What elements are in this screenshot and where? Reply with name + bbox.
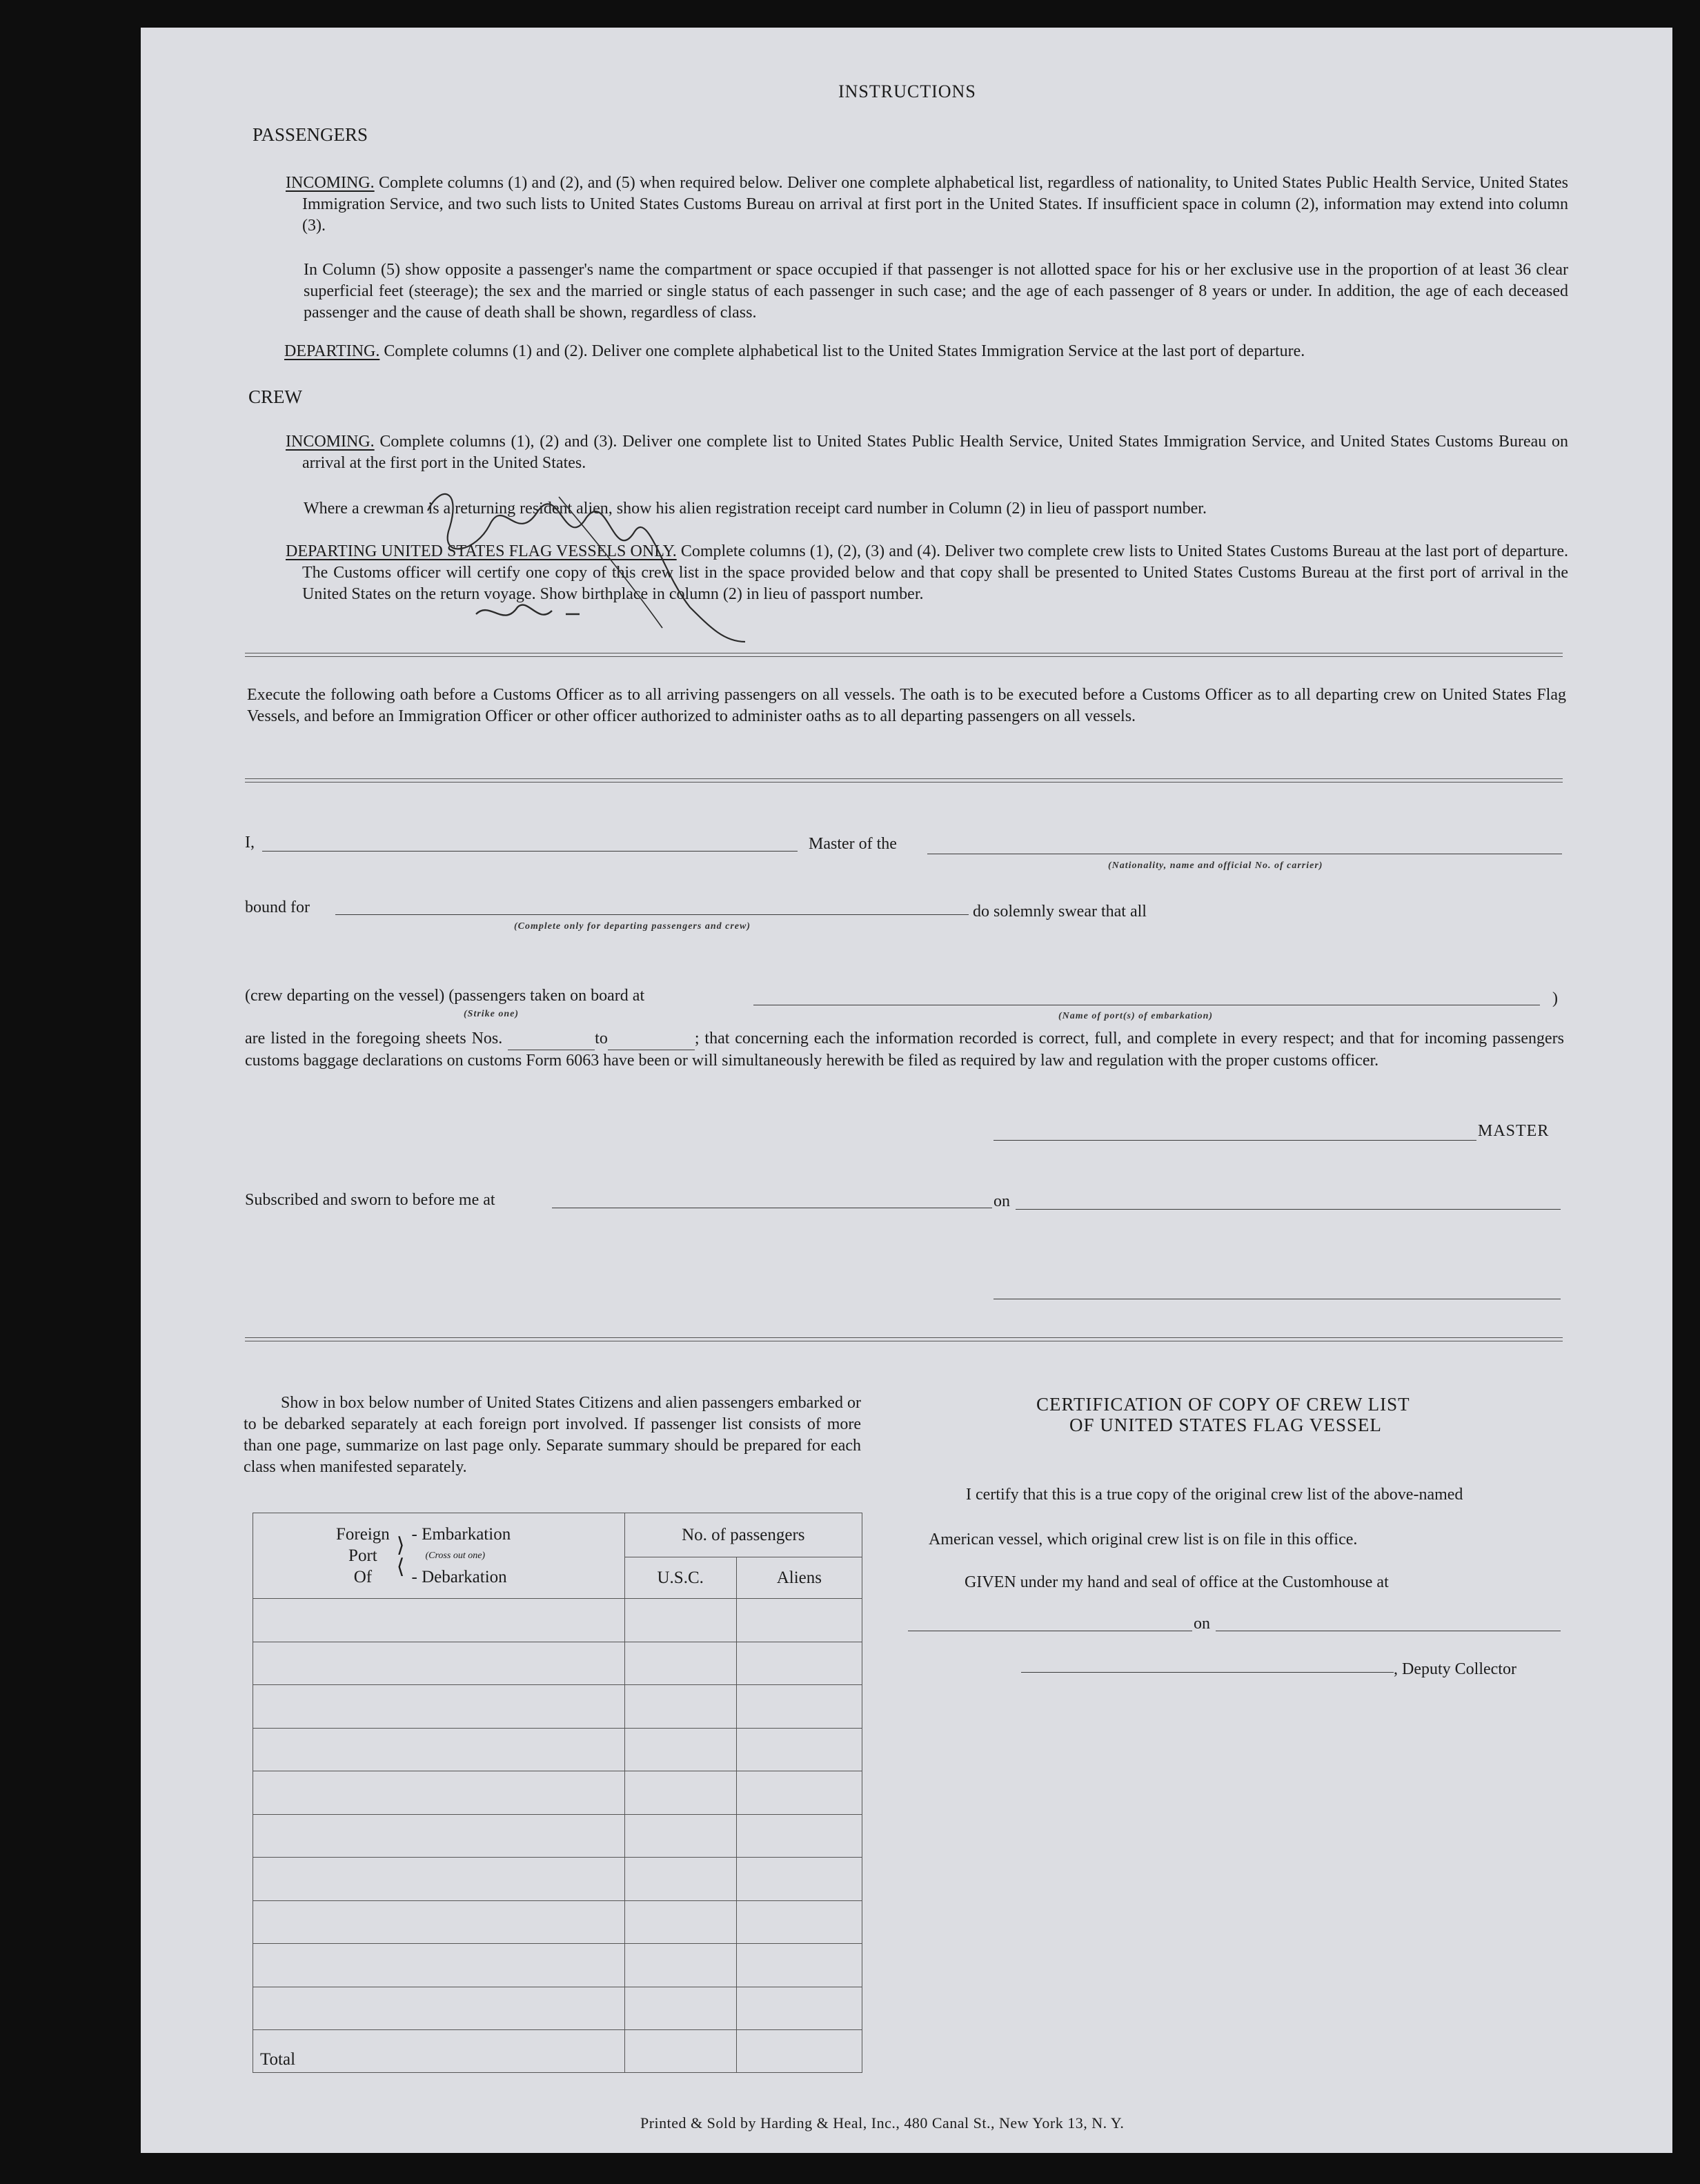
table-row (253, 1987, 862, 2030)
certification-title-line1: CERTIFICATION OF COPY OF CREW LIST (1036, 1394, 1410, 1415)
port-cell[interactable] (253, 1944, 625, 1987)
usc-cell[interactable] (624, 1814, 736, 1858)
foreign-port-header (253, 1513, 625, 1599)
usc-cell[interactable] (624, 1987, 736, 2030)
page-title: INSTRUCTIONS (838, 81, 976, 101)
port-cell[interactable] (253, 1858, 625, 1901)
printer-footer: Printed & Sold by Harding & Heal, Inc., 480 Canal St., New York 13, N. Y. (640, 2114, 1125, 2132)
passengers-departing-paragraph (284, 341, 1568, 362)
crew-passengers-label: (crew departing on the vessel) (passengers taken on board at (245, 987, 645, 1005)
usc-cell[interactable] (624, 1685, 736, 1729)
sworn-date-field[interactable] (1016, 1209, 1561, 1210)
table-row (253, 1900, 862, 1944)
port-cell[interactable] (253, 1987, 625, 2030)
table-row (253, 1642, 862, 1685)
aliens-cell[interactable] (736, 1858, 862, 1901)
debarkation-option[interactable]: - Debarkation (411, 1568, 507, 1586)
strike-caption: (Strike one) (464, 1009, 520, 1019)
total-row (253, 2030, 862, 2073)
total-label: Total (253, 2030, 625, 2073)
master-label: MASTER (1478, 1122, 1550, 1140)
oath-i-label: I, (245, 834, 255, 852)
foreign-label: Foreign (336, 1525, 390, 1544)
certify-line1: I certify that this is a true copy of the original crew list of the above-named (966, 1486, 1463, 1504)
port-cell[interactable] (253, 1771, 625, 1815)
to-label: to (595, 1030, 608, 1047)
aliens-cell[interactable] (736, 1771, 862, 1815)
given-line: GIVEN under my hand and seal of office at the Customhouse at (965, 1573, 1389, 1591)
embarkation-option[interactable]: - Embarkation (411, 1525, 511, 1544)
master-signature-field[interactable] (994, 1140, 1476, 1141)
master-of-the-label: Master of the (809, 835, 897, 853)
port-cell[interactable] (253, 1685, 625, 1729)
crew-departing-label: DEPARTING UNITED STATES FLAG VESSELS ONLY. (286, 542, 677, 560)
passengers-heading: PASSENGERS (253, 124, 368, 145)
section-divider (245, 778, 1563, 783)
aliens-cell[interactable] (736, 1944, 862, 1987)
usc-cell[interactable] (624, 1858, 736, 1901)
crew-heading: CREW (248, 386, 302, 407)
close-paren: ) (1552, 990, 1558, 1007)
usc-cell[interactable] (624, 1771, 736, 1815)
listed-sheets-paragraph (245, 1028, 1564, 1072)
table-row (253, 1814, 862, 1858)
aliens-cell[interactable] (736, 1987, 862, 2030)
sheet-from-field[interactable] (508, 1028, 595, 1050)
port-cell[interactable] (253, 1900, 625, 1944)
passengers-departing-label: DEPARTING. (284, 342, 380, 360)
crew-incoming-label: INCOMING. (286, 433, 375, 451)
oath-intro: Execute the following oath before a Customs Officer as to all arriving passengers on all vessels. The oath is to be executed before a Customs Officer as to all departing crew on United States Flag Vessels, and before an Immigration Officer or other officer authorized to administer oaths as to all departing passengers on all vessels. (247, 686, 1566, 725)
section-divider (245, 1337, 1563, 1341)
deputy-collector-label: , Deputy Collector (1394, 1660, 1516, 1678)
crew-departing-text: Complete columns (1), (2), (3) and (4). Deliver two complete crew lists to United States Customs Bureau at the last port of departure. The Customs officer will certify one copy of this crew list in the space provided below and that copy shall be presented to United States Customs Bureau at the first port of arrival in the United States on the return voyage. Show birthplace in column (2) in lieu of passport number. (302, 542, 1568, 603)
bound-caption: (Complete only for departing passengers and crew) (514, 921, 751, 932)
table-row (253, 1685, 862, 1729)
crew-resident-paragraph: Where a crewman is a returning resident alien, show his alien registration receipt card number in Column (2) in lieu of passport number. (304, 500, 1207, 518)
table-row (253, 1599, 862, 1642)
cross-out-caption: (Cross out one) (425, 1551, 486, 1561)
aliens-cell[interactable] (736, 1685, 862, 1729)
port-cell[interactable] (253, 1599, 625, 1642)
table-row (253, 1858, 862, 1901)
usc-cell[interactable] (624, 1642, 736, 1685)
aliens-header: Aliens (736, 1557, 862, 1599)
passenger-summary-table (253, 1513, 862, 2073)
usc-cell[interactable] (624, 1900, 736, 1944)
bound-for-field[interactable] (335, 914, 969, 915)
listed-text: ; that concerning each the information recorded is correct, full, and complete in every respect; and that for incoming passengers customs baggage declarations on customs Form 6063 have been or will simultaneously herewith be filed as required by law and regulation with the proper customs officer. (245, 1030, 1564, 1070)
subscribed-label: Subscribed and sworn to before me at (245, 1191, 495, 1209)
brace-glyph: ⟩ ⟨ (396, 1533, 405, 1578)
section-divider (245, 653, 1563, 657)
table-row (253, 1728, 862, 1771)
summary-instructions: Show in box below number of United States Citizens and alien passengers embarked or to be debarked separately at each foreign port involved. If passenger list consists of more than one page, summarize on last page only. Separate summary should be prepared for each class when manifested separately. (244, 1394, 861, 1476)
master-name-field[interactable] (262, 851, 798, 852)
ports-caption: (Name of port(s) of embarkation) (1058, 1011, 1214, 1021)
certify-line2: American vessel, which original crew list is on file in this office. (929, 1531, 1358, 1548)
table-row (253, 1944, 862, 1987)
passengers-incoming-label: INCOMING. (286, 174, 375, 192)
sheet-to-field[interactable] (608, 1028, 695, 1050)
usc-cell[interactable] (624, 1728, 736, 1771)
passengers-incoming-text: Complete columns (1) and (2), and (5) when required below. Deliver one complete alphabetical list, regardless of nationality, to United States Public Health Service, United States Immigration Service, and two such lists to United States Customs Bureau on arrival at first port in the United States. If insufficient space in column (2), information may extend into column (3). (302, 174, 1568, 235)
deputy-collector-signature-field[interactable] (1021, 1672, 1394, 1673)
aliens-cell[interactable] (736, 1599, 862, 1642)
aliens-cell[interactable] (736, 1642, 862, 1685)
passengers-departing-text: Complete columns (1) and (2). Deliver one complete alphabetical list to the United States Immigration Service at the last port of departure. (384, 342, 1305, 360)
passengers-incoming-paragraph (286, 173, 1568, 237)
crew-incoming-text: Complete columns (1), (2) and (3). Deliver one complete list to United States Public Health Service, United States Immigration Service, and United States Customs Bureau on arrival at the first port in the United States. (302, 433, 1569, 472)
certification-title-line2: OF UNITED STATES FLAG VESSEL (1069, 1415, 1382, 1435)
aliens-total-cell[interactable] (736, 2030, 862, 2073)
usc-cell[interactable] (624, 1944, 736, 1987)
usc-total-cell[interactable] (624, 2030, 736, 2073)
certification-on-label: on (1194, 1615, 1210, 1633)
listed-prefix: are listed in the foregoing sheets Nos. (245, 1030, 503, 1047)
no-passengers-header: No. of passengers (624, 1513, 862, 1557)
of-label: Of (353, 1568, 373, 1586)
aliens-cell[interactable] (736, 1814, 862, 1858)
port-cell[interactable] (253, 1814, 625, 1858)
nationality-caption: (Nationality, name and official No. of carrier) (1108, 860, 1323, 871)
crew-incoming-paragraph (286, 431, 1569, 474)
handwritten-scribble (400, 469, 759, 656)
swear-label: do solemnly swear that all (973, 903, 1147, 921)
port-cell[interactable] (253, 1642, 625, 1685)
sworn-on-label: on (994, 1192, 1010, 1210)
usc-cell[interactable] (624, 1599, 736, 1642)
bound-for-label: bound for (245, 898, 310, 916)
port-label: Port (348, 1546, 377, 1565)
aliens-cell[interactable] (736, 1728, 862, 1771)
usc-header: U.S.C. (624, 1557, 736, 1599)
column5-paragraph: In Column (5) show opposite a passenger's name the compartment or space occupied if that passenger is not allotted space for his or her exclusive use in the proportion of at least 36 clear superficial feet (steerage); the sex and the married or single status of each passenger in such case; and the age of each passenger of 8 years or under. In addition, the age of each deceased passenger and the cause of death shall be shown, regardless of class. (304, 261, 1568, 322)
aliens-cell[interactable] (736, 1900, 862, 1944)
table-row (253, 1771, 862, 1815)
port-cell[interactable] (253, 1728, 625, 1771)
